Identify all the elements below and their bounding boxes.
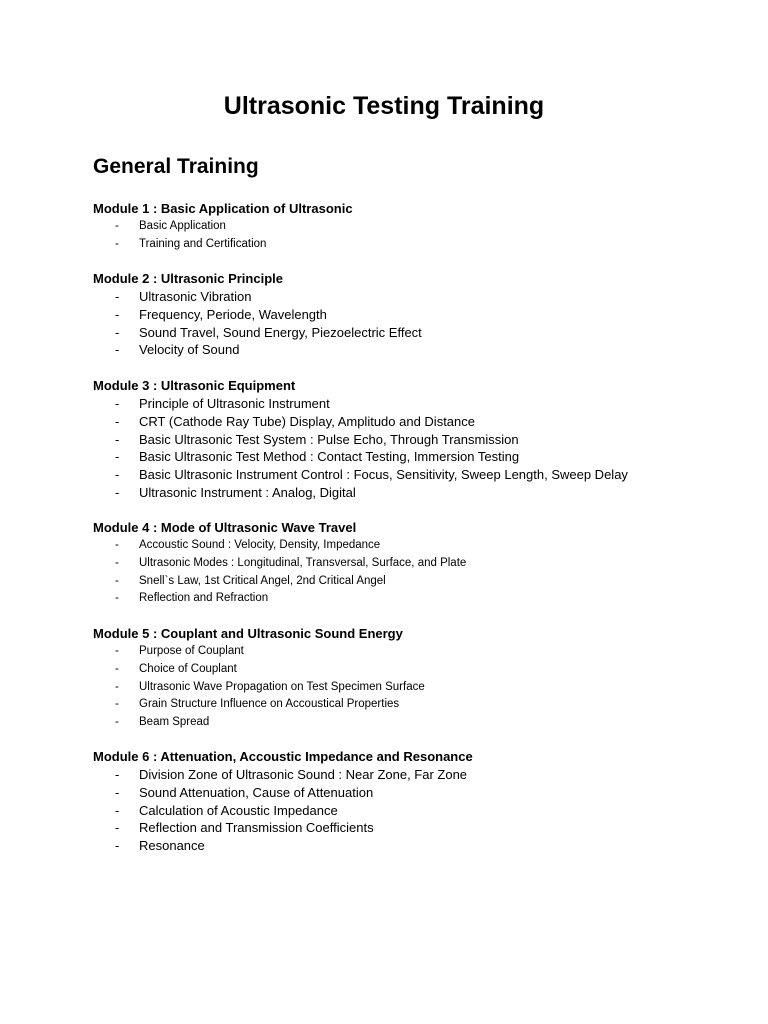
bullet-dash: - <box>115 237 119 250</box>
bullet-dash: - <box>115 556 119 569</box>
module-4 <box>93 519 733 608</box>
bullet-dash: - <box>115 324 120 340</box>
module-title: Module 3 : Ultrasonic Equipment <box>93 378 296 393</box>
list-item <box>93 802 733 820</box>
list-item-text: Sound Attenuation, Cause of Attenuation <box>139 784 374 800</box>
module-6 <box>93 748 733 855</box>
list-item <box>93 413 733 431</box>
list-item <box>93 537 733 555</box>
bullet-dash: - <box>115 574 119 587</box>
list-item-text: Reflection and Transmission Coefficients <box>139 820 374 836</box>
list-item <box>93 218 733 236</box>
list-item-text: Beam Spread <box>139 716 210 729</box>
module-item-list <box>93 395 733 502</box>
list-item-text: Ultrasonic Vibration <box>139 289 252 304</box>
list-item-text: Velocity of Sound <box>139 342 240 358</box>
module-title: Module 6 : Attenuation, Accoustic Impedance and Resonance <box>93 749 473 764</box>
bullet-dash: - <box>115 413 120 429</box>
bullet-dash: - <box>115 592 119 605</box>
bullet-dash: - <box>115 449 120 465</box>
module-item-list <box>93 643 733 732</box>
list-item <box>93 679 733 697</box>
list-item-text: Resonance <box>139 838 205 854</box>
bullet-dash: - <box>115 431 120 447</box>
list-item-text: Calculation of Acoustic Impedance <box>139 802 338 818</box>
list-item-text: Sound Travel, Sound Energy, Piezoelectric Effect <box>139 324 422 340</box>
bullet-dash: - <box>115 342 120 358</box>
list-item <box>93 555 733 573</box>
list-item-text: Principle of Ultrasonic Instrument <box>139 396 330 411</box>
list-item-text: Grain Structure Influence on Accoustical Properties <box>139 698 400 711</box>
list-item <box>93 448 733 466</box>
list-item <box>93 324 733 342</box>
list-item <box>93 573 733 591</box>
list-item-text: Purpose of Couplant <box>139 645 244 657</box>
bullet-dash: - <box>115 698 119 711</box>
module-item-list <box>93 537 733 608</box>
bullet-dash: - <box>115 680 119 693</box>
list-item <box>93 431 733 449</box>
bullet-dash: - <box>115 220 119 232</box>
list-item-text: Ultrasonic Modes : Longitudinal, Transversal, Surface, and Plate <box>139 556 467 569</box>
list-item <box>93 341 733 359</box>
list-item <box>93 306 733 324</box>
bullet-dash: - <box>115 767 120 782</box>
module-title: Module 5 : Couplant and Ultrasonic Sound Energy <box>93 626 403 641</box>
list-item-text: Accoustic Sound : Velocity, Density, Impedance <box>139 539 381 551</box>
list-item-text: Reflection and Refraction <box>139 592 269 605</box>
list-item <box>93 661 733 679</box>
list-item <box>93 466 733 484</box>
bullet-dash: - <box>115 289 120 304</box>
list-item <box>93 236 733 254</box>
list-item <box>93 837 733 855</box>
bullet-dash: - <box>115 306 120 322</box>
module-item-list <box>93 218 733 254</box>
list-item <box>93 714 733 732</box>
bullet-dash: - <box>115 802 120 818</box>
list-item-text: Ultrasonic Instrument : Analog, Digital <box>139 484 356 500</box>
module-title: Module 2 : Ultrasonic Principle <box>93 271 283 286</box>
module-1 <box>93 200 733 254</box>
list-item-text: Basic Ultrasonic Instrument Control : Focus, Sensitivity, Sweep Length, Sweep Delay <box>139 467 628 483</box>
bullet-dash: - <box>115 784 120 800</box>
list-item <box>93 484 733 502</box>
list-item <box>93 643 733 661</box>
bullet-dash: - <box>115 467 120 483</box>
bullet-dash: - <box>115 662 119 675</box>
list-item-text: Basic Application <box>139 220 226 232</box>
module-5 <box>93 625 733 732</box>
document-title: Ultrasonic Testing Training <box>223 92 545 120</box>
bullet-dash: - <box>115 539 119 551</box>
bullet-dash: - <box>115 645 119 657</box>
list-item <box>93 395 733 413</box>
module-3 <box>93 377 733 502</box>
list-item-text: Frequency, Periode, Wavelength <box>139 306 327 322</box>
bullet-dash: - <box>115 716 119 729</box>
bullet-dash: - <box>115 838 120 854</box>
list-item <box>93 766 733 784</box>
section-heading: General Training <box>93 155 259 178</box>
list-item-text: Division Zone of Ultrasonic Sound : Near Zone, Far Zone <box>139 767 468 782</box>
list-item <box>93 784 733 802</box>
list-item-text: Training and Certification <box>139 237 267 250</box>
list-item <box>93 819 733 837</box>
list-item-text: Basic Ultrasonic Test System : Pulse Echo, Through Transmission <box>139 431 519 447</box>
bullet-dash: - <box>115 820 120 836</box>
module-title: Module 1 : Basic Application of Ultrasonic <box>93 201 353 216</box>
list-item-text: Snell`s Law, 1st Critical Angel, 2nd Critical Angel <box>139 574 386 587</box>
module-item-list <box>93 766 733 855</box>
list-item <box>93 590 733 608</box>
module-2 <box>93 270 733 359</box>
bullet-dash: - <box>115 396 120 411</box>
list-item-text: CRT (Cathode Ray Tube) Display, Amplitudo and Distance <box>139 413 476 429</box>
module-item-list <box>93 288 733 359</box>
list-item-text: Choice of Couplant <box>139 662 237 675</box>
module-title: Module 4 : Mode of Ultrasonic Wave Travel <box>93 520 357 535</box>
list-item-text: Basic Ultrasonic Test Method : Contact Testing, Immersion Testing <box>139 449 520 465</box>
list-item-text: Ultrasonic Wave Propagation on Test Specimen Surface <box>139 680 425 693</box>
bullet-dash: - <box>115 484 120 500</box>
list-item <box>93 696 733 714</box>
list-item <box>93 288 733 306</box>
